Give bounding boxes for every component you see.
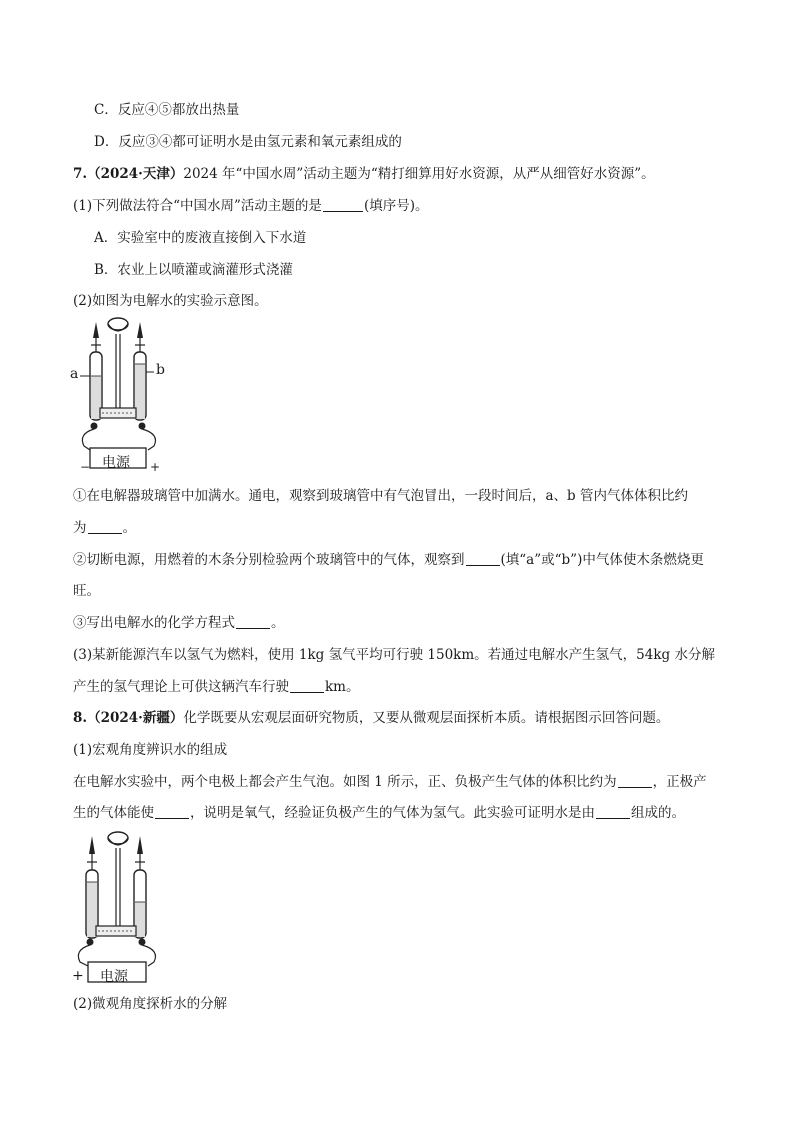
q7-step1-line1: ①在电解器玻璃管中加满水。通电，观察到玻璃管中有气泡冒出，一段时间后，a、b 管内气体体积比约 <box>73 488 688 504</box>
answer-blank[interactable] <box>323 197 363 212</box>
q7-step3-suffix: 。 <box>271 615 285 631</box>
tube-label-a: a <box>70 366 79 382</box>
q7-part3-line2 <box>73 677 734 697</box>
question-7-head: 7.（2024·天津） <box>73 166 184 182</box>
q8-body-text-5: 组成的。 <box>631 805 685 821</box>
answer-blank[interactable] <box>236 614 270 629</box>
q7-step1-line2 <box>73 518 734 538</box>
q7-step3-text: ③写出电解水的化学方程式 <box>73 615 235 631</box>
option-c: C．反应④⑤都放出热量 <box>94 102 240 118</box>
q8-body-text-2: ，正极产 <box>652 774 707 790</box>
electrolysis-diagram-q7 <box>70 316 170 476</box>
q7-step2-line2: 旺。 <box>73 583 100 599</box>
question-7-intro <box>73 164 734 184</box>
q7-option-a: A．实验室中的废液直接倒入下水道 <box>94 230 307 246</box>
q8-body-line2 <box>73 803 734 823</box>
power-supply-label: 电源 <box>100 969 128 985</box>
question-7-part1 <box>73 196 734 216</box>
q8-part2: (2)微观角度探析水的分解 <box>73 996 228 1012</box>
negative-terminal: − <box>80 460 91 474</box>
q8-body-text-1: 在电解水实验中，两个电极上都会产生气泡。如图 1 所示，正、负极产生气体的体积比约为 <box>73 774 617 790</box>
q7-part3-unit: km。 <box>325 679 360 695</box>
q7-part3-text: 产生的氢气理论上可供这辆汽车行驶 <box>73 679 289 695</box>
tube-label-b: b <box>156 362 165 378</box>
q7-part3-line1: (3)某新能源汽车以氢气为燃料，使用 1kg 氢气平均可行驶 150km。若通过电解水产生氢气，54kg 水分解 <box>73 647 715 663</box>
q7-step3 <box>73 613 734 633</box>
answer-blank[interactable] <box>88 519 122 534</box>
positive-terminal: + <box>72 968 84 984</box>
q7-step1-prefix: 为 <box>73 520 87 536</box>
answer-blank[interactable] <box>618 773 652 788</box>
question-8-intro <box>73 708 734 728</box>
power-supply-label: 电源 <box>102 455 130 471</box>
q8-part1: (1)宏观角度辨识水的组成 <box>73 742 228 758</box>
q7-option-b: B．农业上以喷灌或滴灌形式浇灌 <box>94 262 293 278</box>
q7-step2-text: ②切断电源，用燃着的木条分别检验两个玻璃管中的气体，观察到 <box>73 552 465 568</box>
q7-step2-line1 <box>73 550 734 570</box>
q7-part2: (2)如图为电解水的实验示意图。 <box>73 293 268 309</box>
q7-step1-suffix: 。 <box>122 520 136 536</box>
answer-blank[interactable] <box>596 804 630 819</box>
answer-blank[interactable] <box>466 551 500 566</box>
electrolysis-diagram-q8 <box>70 830 170 985</box>
question-7-intro-text: 2024 年“中国水周”活动主题为“精打细算用好水资源，从严从细管好水资源”。 <box>183 166 655 182</box>
q8-body-text-4: ，说明是氧气，经验证负极产生的气体为氢气。此实验可证明水是由 <box>190 805 595 821</box>
question-8-intro-text: 化学既要从宏观层面研究物质，又要从微观层面探析本质。请根据图示回答问题。 <box>183 710 670 726</box>
option-d: D．反应③④都可证明水是由氢元素和氧元素组成的 <box>94 134 402 150</box>
q7-step2-suffix: (填“a”或“b”)中气体使木条燃烧更 <box>500 552 704 568</box>
positive-terminal: + <box>150 460 161 474</box>
q7-part1-text: (1)下列做法符合“中国水周”活动主题的是 <box>73 198 322 214</box>
answer-blank[interactable] <box>290 678 324 693</box>
answer-blank[interactable] <box>155 804 189 819</box>
q7-part1-suffix: (填序号)。 <box>363 198 429 214</box>
q8-body-text-3: 生的气体能使 <box>73 805 154 821</box>
q8-body-line1 <box>73 772 734 792</box>
question-8-head: 8.（2024·新疆） <box>73 710 184 726</box>
